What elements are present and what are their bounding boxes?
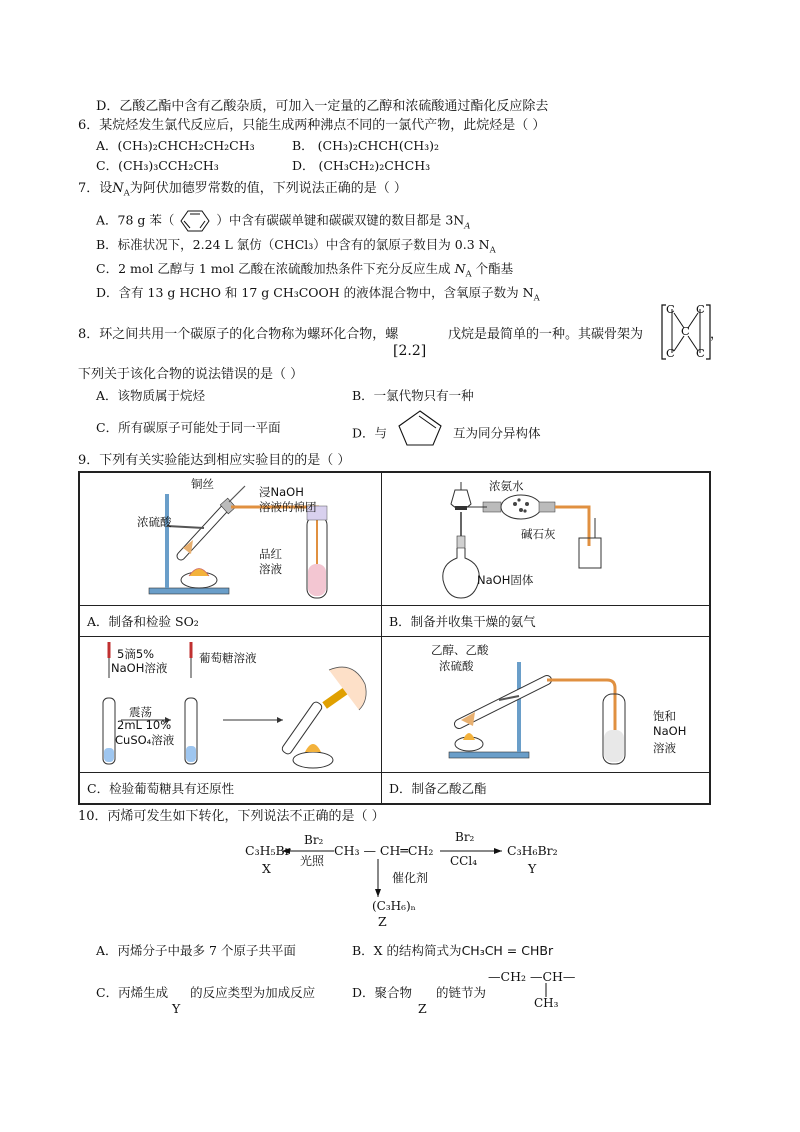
q7-option-d: D．含有 13 g HCHO 和 17 g CH₃COOH 的液体混合物中，含氧原子数为 $N_A$ <box>96 285 540 304</box>
label-ethanol-acetic-acid: 乙醇、乙酸 <box>431 643 489 657</box>
label-naoh-soaked: 浸NaOH <box>259 485 304 499</box>
label-copper-wire: 铜丝 <box>191 477 214 491</box>
q6-stem: 6．某烷烃发生氯代反应后，只能生成两种沸点不同的一氯代产物，此烷烃是（ ） <box>78 118 546 133</box>
skeleton-c-bottom-left: C <box>666 346 675 360</box>
caption-d: D．制备乙酸乙酯 <box>389 781 487 796</box>
propene-formula: CH₃ — CH═CH₂ <box>334 843 434 858</box>
q8-stem-pre: 8．环之间共用一个碳原子的化合物称为螺环化合物，螺 <box>78 327 399 342</box>
q10-option-c: C．丙烯生成 的反应类型为加成反应 <box>96 985 316 1000</box>
q10-option-a: A．丙烯分子中最多 7 个原子共平面 <box>96 943 296 958</box>
skeleton-c-center: C <box>681 324 690 338</box>
label-cotton-ball: 溶液的棉团 <box>259 500 317 514</box>
label-conc-sulfuric-acid: 浓硫酸 <box>137 515 172 529</box>
q6-option-d: D． (CH₃CH₂)₂CHCH₃ <box>292 158 431 173</box>
y-formula: C₃H₆Br₂ <box>507 843 558 858</box>
skeleton-c-top-left: C <box>666 302 675 316</box>
q8-option-a: A．该物质属于烷烃 <box>96 388 206 403</box>
z-letter: Z <box>378 914 387 929</box>
right-reagent: Br₂ <box>455 830 475 844</box>
q10-d-z-letter: Z <box>418 1001 427 1016</box>
x-formula: C₃H₅Br <box>245 843 291 858</box>
label-naoh-solution: NaOH溶液 <box>111 661 168 675</box>
q6-option-b: B． (CH₃)₂CHCH(CH₃)₂ <box>292 138 440 153</box>
q7-option-a: A．78 g 苯（ ）中含有碳碳单键和碳碳双键的数目都是 $3N_A$ <box>96 210 470 234</box>
x-letter: X <box>262 861 271 876</box>
down-condition: 催化剂 <box>392 871 429 885</box>
z-formula: (C₃H₆)ₙ <box>372 899 416 913</box>
q10-option-b: B．X 的结构简式为CH₃CH = CHBr <box>352 943 554 958</box>
y-letter: Y <box>528 861 537 876</box>
label-cuso4-solution: CuSO₄溶液 <box>115 733 175 747</box>
benzene-structure <box>180 210 210 232</box>
q8-option-d: D．与 互为同分异构体 <box>352 420 541 448</box>
label-saturated: 饱和 <box>653 709 676 723</box>
caption-c: C．检验葡萄糖具有还原性 <box>87 781 235 796</box>
q8-option-c: C．所有碳原子可能处于同一平面 <box>96 420 281 435</box>
cyclopentene-structure <box>395 408 445 448</box>
label-conc-sulfuric-acid-d: 浓硫酸 <box>439 659 474 673</box>
skeleton-c-bottom-right: C <box>696 346 705 360</box>
left-reagent: Br₂ <box>304 833 324 847</box>
q9-stem: 9．下列有关实验能达到相应实验目的的是（ ） <box>78 453 351 468</box>
q6-option-a: A．(CH₃)₂CHCH₂CH₂CH₃ <box>96 138 255 153</box>
right-condition: CCl₄ <box>450 854 478 868</box>
q8-option-b: B．一氯代物只有一种 <box>352 388 474 403</box>
q10-c-y-letter: Y <box>172 1001 181 1016</box>
q9-experiment-table <box>78 471 711 805</box>
q7-option-b: B．标准状况下，2.24 L 氯仿（CHCl₃）中含有的氯原子数目为 0.3 $N_A$ <box>96 237 496 256</box>
q8-bracket-label: [2.2] <box>393 343 427 359</box>
label-5-drops-naoh: 5滴5% <box>117 647 155 661</box>
q10-option-d: D．聚合物 的链节为 <box>352 985 487 1000</box>
chain-unit-top: —CH₂ —CH— <box>488 969 576 984</box>
chain-unit-methyl: CH₃ <box>534 996 559 1010</box>
label-conc-ammonia: 浓氨水 <box>489 479 524 493</box>
label-magenta: 品红 <box>259 547 282 561</box>
label-naoh-solid: NaOH固体 <box>477 573 534 587</box>
label-soda-lime: 碱石灰 <box>521 527 556 541</box>
q7-stem: 7．设$N_A$为阿伏加德罗常数的值，下列说法正确的是（ ） <box>78 181 407 199</box>
left-condition: 光照 <box>300 854 325 868</box>
q5-option-d: D．乙酸乙酯中含有乙酸杂质，可加入一定量的乙醇和浓硫酸通过酯化反应除去 <box>96 99 549 114</box>
q8-line2: 下列关于该化合物的说法错误的是（ ） <box>78 367 304 382</box>
q7-option-c: C．2 mol 乙醇与 1 mol 乙酸在浓硫酸加热条件下充分反应生成 $N_A$ 个酯基 <box>96 261 514 280</box>
label-glucose-solution: 葡萄糖溶液 <box>199 651 257 665</box>
label-naoh-d: NaOH <box>653 724 687 738</box>
skeleton-c-top-right: C <box>696 302 705 316</box>
q10-stem: 10．丙烯可发生如下转化，下列说法不正确的是（ ） <box>78 809 385 824</box>
label-2ml-10pct: 2mL 10% <box>117 718 172 732</box>
caption-a: A．制备和检验 SO₂ <box>87 614 199 629</box>
q8-comma: ， <box>710 327 724 342</box>
q8-stem-post: 戊烷是最简单的一种。其碳骨架为 <box>448 327 644 342</box>
label-shake: 震荡 <box>129 705 152 719</box>
label-magenta-solution: 溶液 <box>259 562 282 576</box>
caption-b: B．制备并收集干燥的氨气 <box>389 614 536 629</box>
label-solution-d: 溶液 <box>653 741 676 755</box>
q6-option-c: C．(CH₃)₃CCH₂CH₃ <box>96 158 219 173</box>
